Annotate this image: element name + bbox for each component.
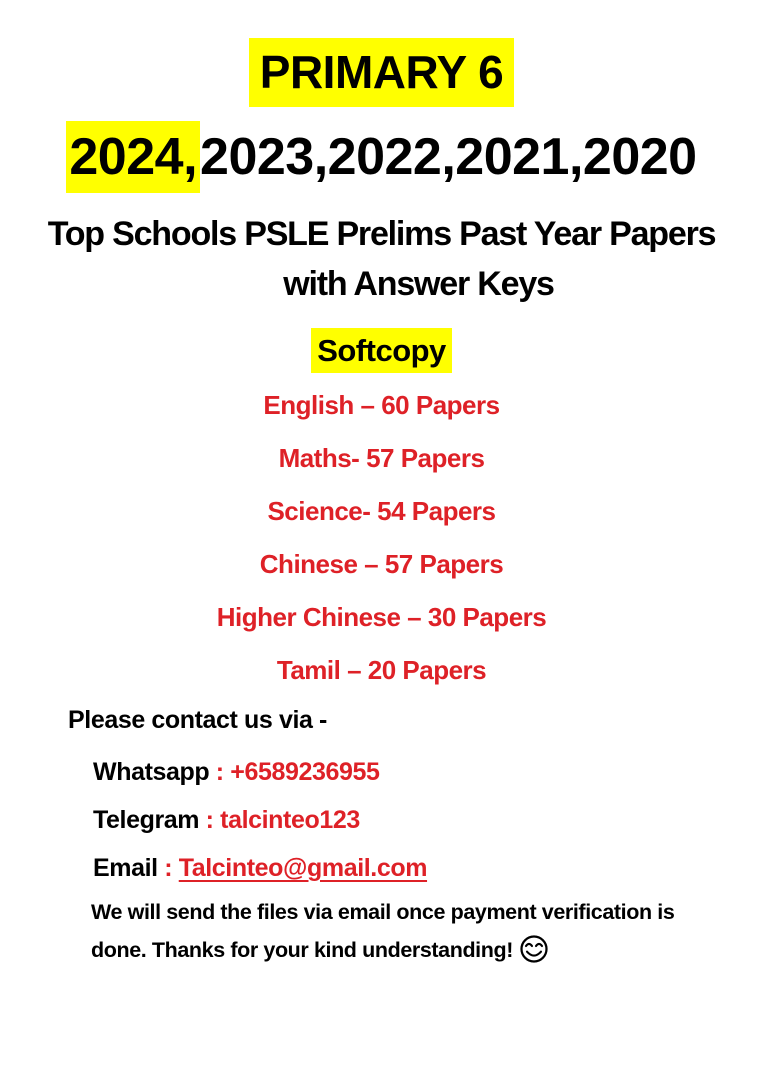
note-line2: done. Thanks for your kind understanding! (91, 938, 513, 962)
subtitle-line1: Top Schools PSLE Prelims Past Year Papers (47, 215, 716, 253)
contact-heading: Please contact us via - (68, 706, 327, 734)
contact-line-email (93, 844, 427, 892)
subtitle (0, 209, 763, 309)
telegram-label: Telegram (93, 806, 200, 834)
paper-line-maths: Maths- 57 Papers (278, 443, 485, 473)
format-label: Softcopy (311, 328, 452, 373)
email-label: Email (93, 854, 158, 882)
paper-line-higher-chinese: Higher Chinese – 30 Papers (216, 602, 547, 632)
page-title: PRIMARY 6 (249, 38, 514, 107)
paper-line-tamil: Tamil – 20 Papers (276, 655, 487, 685)
payment-note (91, 893, 743, 976)
note-line1: We will send the files via email once payment verification is (91, 900, 675, 924)
subtitle-line2: with Answer Keys (283, 265, 554, 303)
contact-line-whatsapp (93, 748, 427, 796)
years-line (0, 121, 763, 193)
softcopy-row (0, 328, 763, 373)
whatsapp-label: Whatsapp (93, 758, 210, 786)
whatsapp-number: +6589236955 (230, 758, 380, 786)
telegram-separator: : (199, 806, 221, 834)
whatsapp-separator: : (209, 758, 231, 786)
paper-line-science: Science- 54 Papers (267, 496, 496, 526)
paper-line-english: English – 60 Papers (263, 390, 500, 420)
paper-line-chinese: Chinese – 57 Papers (259, 549, 504, 579)
email-separator: : (157, 854, 179, 882)
smiling-face-emoji-icon (519, 934, 549, 976)
contact-line-telegram (93, 796, 427, 844)
contact-list (93, 748, 427, 892)
years-highlighted: 2024, (66, 121, 200, 193)
title-row (0, 38, 763, 107)
note-line2-wrap (91, 931, 743, 976)
papers-list (0, 379, 763, 697)
years-rest: 2023,2022,2021,2020 (200, 128, 697, 186)
telegram-handle: talcinteo123 (220, 806, 360, 834)
email-link[interactable]: Talcinteo@gmail.com (178, 854, 428, 882)
